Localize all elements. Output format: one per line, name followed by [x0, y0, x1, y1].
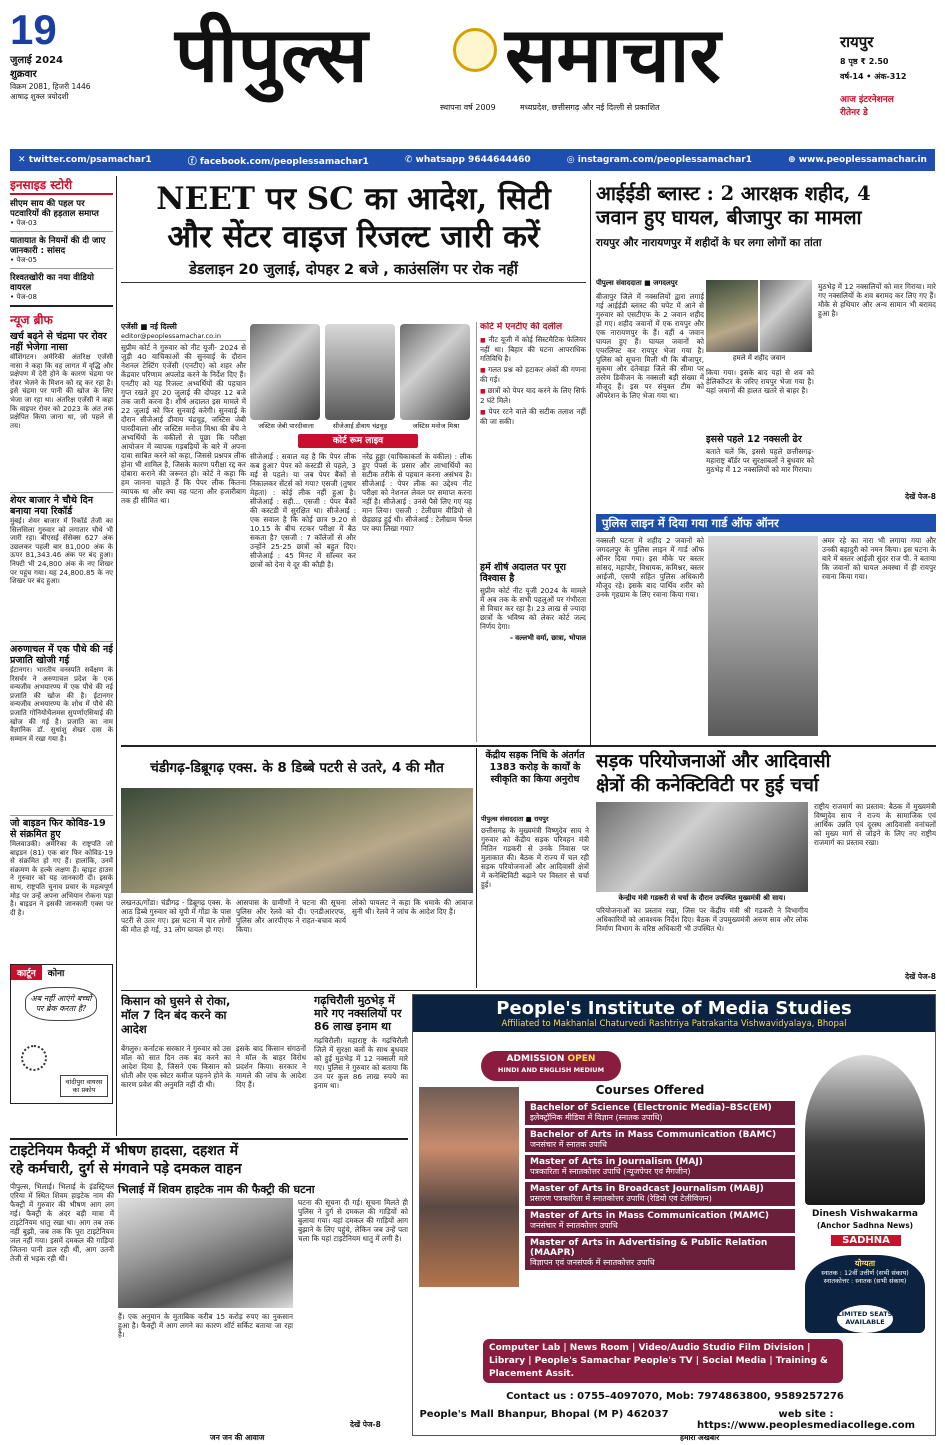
- train-headline: चंडीगढ़-डिब्रूगढ़ एक्स. के 8 डिब्बे पटरी से उतरे, 4 की मौत: [150, 760, 444, 776]
- twitter-link[interactable]: ✕ twitter.com/psamachar1: [18, 155, 152, 165]
- brief-item: अरुणाचल में एक पौधे की नई प्रजाति खोजी गई ईटानगर। भारतीय वनस्पति सर्वेक्षण के रिसर्चर ने अरुणाचल प्रदेश के एक वन्यजीव अभयारण्य में एक पौधे की नई प्रजाति की खोज की है। ईटानगर वन्यजीव अभयारण्य के शोध में पौधे की प्रजाति गोनियोथैलमस सुपर्णाएसियाई की खोज की गई है। प्रजाति का नाम वैज्ञानिक डॉ. सुधांशु शेखर दास के सम्मान में रखा गया है।: [10, 641, 113, 811]
- train-photo: [121, 788, 473, 893]
- quote-head: हमें शीर्ष अदालत पर पूरा विश्वास है: [480, 562, 567, 584]
- titanium-body: पीपुल्स, भिलाई। भिलाई के इंडस्ट्रियल एरिया में स्थित शिवम हाइटेक नाम की फैक्ट्री में गुरुवार की भीषण आग लग गई। फैक्ट्री के अंदर बड़ी मात्रा में टाइटेनियम धातु रखा था। आग तब तक नहीं बुझी, जब तक कि पूरा टाइटेनियम जल नहीं गया। इसमें दमकल की गाड़ियां जितना पानी डाल रही थीं, आग उतनी तेजी से भड़क रही थी।: [10, 1182, 114, 1263]
- footer-right: हमारा अखबार: [680, 1433, 720, 1442]
- course-item: Master of Arts in Mass Communication (MAMC) जनसंचार में स्नातकोत्तर उपाधि: [525, 1209, 795, 1233]
- website-link[interactable]: ⊕ www.peoplessamachar.in: [788, 155, 927, 165]
- edition-city: रायपुर: [840, 33, 874, 51]
- today-value: रीतेनर डे: [840, 108, 868, 118]
- nta-point: ■ पेपर रटने वाले की सटीक तलाश नहीं की जा सकी।: [480, 407, 586, 426]
- roads-body-2: परियोजनाओं का प्रस्ताव रखा, जिस पर केंद्रीय मंत्री श्री गडकरी ने विभागीय अधिकारियों को आवश्यक निर्देश दिए। बैठक में उपमुख्यमंत्री अरुण साव और लोक निर्माण विभाग के वरिष्ठ अधिकारी भी उपस्थित थे।: [596, 906, 808, 933]
- brief-item: शेयर बाजार ने चौथे दिन बनाया नया रिकॉर्ड मुंबई। शेयर बाजार में रिकॉर्ड तेजी का सिलसिला गुरुवार को लगातार चौथे भी जारी रहा। बीएसई सेंसेक्स 627 अंक उछलकर पहली बार 81,000 अंक के ऊपर 81,343.46 अंक पर बंद हुआ। निफ्टी भी 24,800 अंक के नए शिखर पर पहुंच गया। यह 24,800.85 के नए शिखर पर बंद हुआ।: [10, 492, 113, 637]
- lead-subhead: डेडलाइन 20 जुलाई, दोपहर 2 बजे , काउंसलिंग पर रोक नहीं: [121, 259, 586, 283]
- date-day: 19: [10, 6, 57, 53]
- samvat: विक्रम 2081, हिजरी 1446: [10, 82, 91, 91]
- footer-left: जन जन की आवाज: [210, 1433, 265, 1442]
- court-text-1: सीजेआई : सवाल यह है कि पेपर लीक कब हुआ? पेपर को कस्टडी से पहले, 3 मई से पहले। या जब पेपर बैंकों से निकालकर सेंटर्स को गया? एसजी (तुषार मेहता) : कोई लीक नहीं हुआ है। सीजेआई : सही... एसजी : पेपर बैंकों की कस्टडी में सुरक्षित था। सीजेआई : एक सवाल है कि कोई छात्र 9.20 से 10.15 के बीच रटकर परीक्षा में बैठ सकता है? एसजी : 7 कॉलेजों से और उन्होंने 25-25 छात्रों को बहुत दिए। सीजेआई : 45 मिनट में सॉल्वर कर छात्रों को देना ये दूर की कौड़ी है।: [250, 452, 356, 569]
- brief-item: जो बाइडन फिर कोविड-19 से संक्रमित हुए मिलवाउकी। अमेरिका के राष्ट्रपति जो बाइडन (81) एक बार फिर कोविड-19 से संक्रमित हो गए हैं। हालांकि, उनमें संक्रमण के हल्के लक्षण हैं। व्हाइट हाउस ने गुरुवार को यह जानकारी दी। इसके साथ, राष्ट्रपति चुनाव प्रचार के महत्वपूर्ण मोड़ पर उन्हें अपना अभियान रोकना पड़ा है। बाइडन ने इसकी जानकारी एक्स पर दी है।: [10, 815, 113, 958]
- anchor-role: (Anchor Sadhna News): [816, 1221, 914, 1230]
- mid-rule: [121, 745, 936, 747]
- titanium-story: [10, 1142, 408, 1178]
- cartoon-speech: अब नहीं आएंगे बच्चों पर ब्रेक करता है?: [25, 987, 97, 1021]
- title-left: पीपुल्स: [175, 10, 368, 99]
- judge-photo: [400, 324, 470, 420]
- ied-body-2: किया गया। इसके बाद यहां से शव को हेलिकॉप्टर के जरिए रायपुर भेजा गया है। यहां जवानों की हालत खतरे से बाहर है।: [706, 368, 814, 395]
- ied-sub-section: [706, 432, 814, 512]
- ied-sub-text: बताते चलें कि, इससे पहले छत्तीसगढ़-महाराष्ट्र बॉर्डर पर सुरक्षाबलों ने बुधवार को मुठभेड़ में 12 नक्सलियों को मार गिराया।: [706, 447, 814, 474]
- lead-right-col: [476, 322, 586, 562]
- ad-website[interactable]: web site : https://www.peoplesmediacollege.com: [696, 1409, 916, 1431]
- lead-body: सुप्रीम कोर्ट ने गुरुवार को नीट यूजी- 2024 से जुड़ी 40 याचिकाओं की सुनवाई के दौरान नेशनल टेस्टिंग एजेंसी (एनटीए) को शहर और केंद्रवार परिणाम अपलोड करने के निर्देश दिए हैं। एनटीए को यह रिजल्ट अभ्यर्थियों की पहचान गुप्त रखते हुए 20 जुलाई की दोपहर 12 बजे तक जारी करना है। शीर्ष अदालत इस मामले में 22 जुलाई को फिर सुनवाई करेगी। सुनवाई के दौरान सीजेआई डीवाय चंद्रचूड़, जस्टिस जेबी पारदीवाला और जस्टिस मनोज मिश्रा की बेंच ने अभ्यर्थियों के वकीलों से पूछा कि परीक्षा आयोजन में व्यापक गड़बड़ियों के बारे में अपना दावा साबित करने को कहा, जिससे प्रश्नपत्र लीक होना भी शामिल है, जिसके कारण परीक्षा रद्द कर दोबारा कराने की जरूरत हो। कोर्ट ने कहा कि हम जानना चाहते हैं कि पेपर लीक कितना व्यापक था और क्या यह पटना और हजारीबाग तक ही सीमित था।: [121, 343, 246, 505]
- crif-byline: पीपुल्स संवाददाता ■ रायपुर: [481, 815, 549, 823]
- quote-text: सुप्रीम कोर्ट नीट यूजी 2024 के मामले में अब तक के सभी पहलुओं पर गंभीरता से विचार कर रहा है। 23 लाख से ज्यादा छात्रों के भविष्य को लेकर कोर्ट जल्द निर्णय देगा।: [480, 586, 586, 631]
- titanium-body-2: घटना की सूचना दी गई। सूचना मिलते ही पुलिस ने दुर्ग से दमकल की गाड़ियों को बुलाया गया। यहां दमकल की गाड़ियों आग बुझाने के लिए पहुंचे, लेकिन जब उन्हें पता चला कि यहां टाइटेनियम धातु में लगी है।: [298, 1198, 408, 1243]
- ied-body: बीजापुर जिले में नक्सलियों द्वारा लगाई गई आईईडी ब्लास्ट की चपेट में आने से गुरुवार को एसटीएफ के 2 जवान शहीद हो गए। शहीद जवानों में एक रायपुर और एक नारायणपुर के हैं। वहीं 4 जवान घायल हुए हैं। घायल जवानों को एयरलिफ्ट कर रायपुर भेजा गया है। पुलिस को सूचना मिली थी कि बीजापुर, सुकमा और दंतेवाड़ा जिले की सीमा पर तररेम डिवीजन के नक्सली बड़ी संख्या में मौजूद हैं। इस पर संयुक्त टीम को ऑपरेशन के लिए भेजा गया था।: [596, 292, 704, 400]
- train-body-2: आसपास के ग्रामीणों ने घटना की सूचना पुलिस और रेलवे को दी। एनडीआरएफ, पुलिस और आरपीएफ ने राहत-बचाव कार्य किया।: [236, 898, 346, 934]
- martyr-photo: [706, 280, 758, 352]
- inside-heading: इनसाइड स्टोरी: [10, 176, 113, 195]
- course-item: Master of Arts in Broadcast Journalism (MABJ) प्रसारण पत्रकारिता में स्नातकोत्तर उपाधि (रेडियो एवं टेलीविजन): [525, 1182, 795, 1206]
- roads-body-1: छत्तीसगढ़ के मुख्यमंत्री विष्णुदेव साय ने गुरुवार को केंद्रीय सड़क परिवहन मंत्री नितिन गडकरी से उनके निवास पर मुलाकात की। बैठक में राज्य में चल रही सड़क परियोजनाओं और आदिवासी क्षेत्रों में कनेक्टिविटी बढ़ाने पर विस्तार से चर्चा हुई।: [481, 826, 589, 889]
- whatsapp-link[interactable]: ✆ whatsapp 9644644460: [404, 155, 531, 165]
- ied-photos: [706, 280, 812, 365]
- lead-email: editor@peoplessamachar.co.in: [121, 332, 246, 341]
- ied-headline-1: आईईडी ब्लास्ट : 2 आरक्षक शहीद, 4: [596, 182, 871, 205]
- left-divider: [116, 176, 117, 1136]
- ied-see-page[interactable]: देखें पेज-8: [905, 492, 936, 501]
- instagram-link[interactable]: ◎ instagram.com/peoplessamachar1: [566, 155, 752, 165]
- ad-title: People's Institute of Media Studies: [496, 998, 852, 1019]
- police-body-2: अमर रहे का नारा भी लगाया गया और उनकी बहादुरी को नमन किया। इस घटना के बारे में बस्तर आईजी सुंदर राज पी. ने बताया कि जवानों को घायल अवस्था में ही रायपुर रवाना किया गया।: [822, 536, 936, 581]
- title-right: समाचार: [505, 10, 721, 99]
- inside-item[interactable]: सीएम साय की पहल पर पटवारियों की हड़ताल समाप्त • पेज-03: [10, 199, 113, 232]
- inside-item[interactable]: रिश्वतखोरी का नया वीडियो वायरल • पेज-08: [10, 273, 113, 307]
- course-item: Master of Arts in Advertising & Public Relation (MAAPR) विज्ञापन एवं जनसंपर्क में स्नातकोत्तर उपाधि: [525, 1236, 795, 1270]
- established: स्थापना वर्ष 2009: [440, 103, 496, 112]
- ad-header: [413, 995, 935, 1032]
- court-text-2: नरेंद्र हुड्डा (याचिकाकर्ता के वकील) : लीक हुए पेपर्स के प्रसार और लाभार्थियों का सटीक तरीके से पहचान करना असंभव है। सीजेआई : पेपर लीक का उद्देश्य नीट परीक्षा को नेशनल लेवल पर समाप्त करना नहीं है। सीजेआई : उनसे पैसे लिए गए यह मान लिया। एसजी : टेलीग्राम वीडियो से छेड़छाड़ हुई थी। सीजेआई : टेलीग्राम चैनल पर क्या लिखा गया?: [362, 452, 472, 533]
- court-live-banner: कोर्ट रूम लाइव: [298, 434, 418, 448]
- train-body-3: लोको पायलट ने कहा कि धमाके की आवाज सुनी थी। रेलवे ने जांच के आदेश दिए हैं।: [352, 898, 473, 916]
- tithi: आषाढ़ शुक्ल त्रयोदशी: [10, 92, 69, 101]
- brief-item: खर्च बढ़ने से चंद्रमा पर रोवर नहीं भेजेगा नासा वॉशिंगटन। अमेरिकी अंतरिक्ष एजेंसी नासा ने कहा कि वह लागत में वृद्धि और प्रक्षेपण में देरी होने के कारण चंद्रमा पर रोवर भेजने के मिशन को रद्द कर रहा है। इसे चंद्रमा पर पानी की खोज के लिए भेजा जा रहा था। अंतरिक्ष एजेंसी ने कहा कि वाइपर रोवर को 2023 के अंत तक प्रक्षेपित किया जाना था, जो पहले से तय।: [10, 331, 113, 430]
- ied-story: [596, 182, 936, 282]
- cartoon-sign: चांदीपुरा वायरस का प्रकोप: [60, 1075, 108, 1097]
- brief-heading: न्यूज ब्रीफ: [10, 313, 53, 327]
- admission-badge: ADMISSION OPEN HINDI AND ENGLISH MEDIUM: [481, 1051, 621, 1081]
- courses-title: Courses Offered: [595, 1083, 705, 1097]
- ied-byline: पीपुल्स संवाददाता ■ जगदलपुर: [596, 279, 678, 287]
- titanium-headline-1: टाइटेनियम फैक्ट्री में भीषण हादसा, दहशत में: [10, 1143, 239, 1159]
- facilities-bar: Computer Lab | News Room | Video/Audio Studio Film Division | Library | People's Samachar People's TV | Social Media | Training & Placement Assit.: [483, 1339, 843, 1383]
- eligibility-box: योग्यता स्नातक : 12वीं उत्तीर्ण (सभी संकाय) स्नातकोत्तर : स्नातक (सभी संकाय): [805, 1255, 925, 1333]
- courses-list: [525, 1101, 795, 1273]
- martyr-photo: [760, 280, 812, 352]
- farmer-body: बेंगलुरु। कर्नाटक सरकार ने गुरुवार को उस मॉल को सात दिन तक बंद करने का आदेश दिया है, जिसने एक किसान को धोती और एक स्वेटर कमीज पहनने होने के कारण प्रवेश की अनुमति नहीं दी थी।: [121, 1044, 231, 1089]
- edition-block: [840, 32, 935, 118]
- gad-headline: गढ़चिरौली मुठभेड़ में मारे गए नक्सलियों पर 86 लाख इनाम था: [314, 994, 402, 1033]
- ied-sub-head: इससे पहले 12 नक्सली ढेर: [706, 434, 802, 445]
- judge-caption: सीजेआई डीवाय चंद्रचूड़: [332, 422, 388, 430]
- titanium-subhead: भिलाई में शिवम हाइटेक नाम की फैक्ट्री की घटना: [118, 1183, 315, 1196]
- police-body-1: नक्सली घटना में शहीद 2 जवानों को जगदलपुर के पुलिस लाइन में गार्ड ऑफ ऑनर दिया गया। इस मौके पर बस्तर सांसद, महापौर, विधायक, कमिश्नर, बस्तर आईजी, एसपी सहित पुलिस अधिकारी मौजूद रहे। इसके बाद पार्थिव शरीर को उनके गृहग्राम के लिए रवाना किया गया।: [596, 536, 704, 599]
- lead-left-col: [121, 322, 246, 742]
- ied-body-right: मुठभेड़ में 12 नक्सलियों को मार गिराया। मारे गए नक्सलियों के शव बरामद कर लिए गए हैं। मौके से हथियार और अन्य सामान भी बरामद हुआ है।: [818, 282, 936, 318]
- social-bar: [10, 149, 935, 171]
- roads-right-col: [814, 802, 936, 988]
- police-photo: [708, 536, 818, 736]
- titanium-headline-2: रहे कर्मचारी, दुर्ग से मंगवाने पड़े दमकल वाहन: [10, 1161, 242, 1177]
- ad-panel: [412, 994, 936, 1436]
- ad-photo-collage: [419, 1087, 519, 1287]
- judge-photo: [325, 324, 395, 420]
- lead-byline: एजेंसी ■ नई दिल्ली: [121, 322, 177, 331]
- farmer-body-2: इसके बाद किसान संगठनों ने मॉल के बाहर विरोध प्रदर्शन किया। सरकार ने मामले की जांच के आदेश दिए हैं।: [236, 1044, 306, 1089]
- crif-headline: केंद्रीय सड़क निधि के अंतर्गत 1383 करोड़ के कार्यों के स्वीकृति का किया अनुरोध: [485, 750, 585, 785]
- nta-point: ■ छात्रों को पेपर याद करने के लिए सिर्फ 2 घंटे मिले।: [480, 386, 586, 405]
- nta-point: ■ गलत प्रश्न को हटाकर अंकों की गणना की गई।: [480, 365, 586, 384]
- roads-headline: [596, 750, 936, 798]
- judges-photos: [250, 324, 470, 432]
- lead-headline-1: NEET पर SC का आदेश, सिटी: [156, 181, 551, 217]
- roads-see-page[interactable]: देखें पेज-8: [905, 972, 936, 981]
- left-column: [10, 176, 113, 1136]
- farmer-headline: किसान को घुसने से रोका, मॉल 7 दिन बंद करने का आदेश: [121, 994, 231, 1036]
- ied-subhead: रायपुर और नारायणपुर में शहीदों के घर लगा लोगों का तांता: [596, 237, 822, 249]
- ied-headline-2: जवान हुए घायल, बीजापुर का मामला: [596, 206, 862, 229]
- gad-body: गढ़चिरौली। महाराष्ट्र के गढ़चिरौली जिले में सुरक्षा बलों के साथ बुधवार को हुई मुठभेड़ में 12 नक्सली मारे गए। पुलिस ने गुरुवार को बताया कि उन पर कुल 86 लाख रुपये का इनाम था।: [314, 1036, 408, 1090]
- masthead: [10, 8, 935, 148]
- police-headline: पुलिस लाइन में दिया गया गार्ड ऑफ ऑनर: [596, 514, 936, 532]
- titanium-body-3: हैं। एक अनुमान के मुताबिक करीब 15 करोड़ रुपए का नुकसान हुआ है। फैक्ट्री में आग लगने का कारण शॉर्ट सर्किट बताया जा रहा है।: [118, 1312, 293, 1339]
- course-item: Bachelor of Arts in Mass Communication (BAMC) जनसंचार में स्नातक उपाधि: [525, 1128, 795, 1152]
- lead-headline-2: और सेंटर वाइज रिजल्ट जारी करें: [167, 219, 540, 255]
- bottom-rule: [10, 1138, 408, 1140]
- date-month: जुलाई 2024: [10, 55, 64, 66]
- ad-address: People's Mall Bhanpur, Bhopal (M P) 462037: [419, 1409, 669, 1420]
- virus-icon: [21, 1045, 47, 1071]
- course-item: Bachelor of Science (Electronic Media)–BSc(EM) इलेक्ट्रॉनिक मीडिया में विज्ञान (स्नातक उपाधि): [525, 1101, 795, 1125]
- ad-affiliation: Affiliated to Makhanlal Chaturvedi Rashtriya Patrakarita Vishwavidyalaya, Bhopal: [501, 1019, 847, 1029]
- ied-right-col: [818, 282, 936, 510]
- ad-contact: Contact us : 0755–4097070, Mob: 7974863800, 9589257276: [506, 1391, 844, 1402]
- sadhna-logo: SADHNA: [831, 1235, 901, 1246]
- roads-photo: [596, 802, 808, 892]
- titanium-see-page[interactable]: देखें पेज-8: [350, 1420, 381, 1429]
- weekday: शुक्रवार: [10, 69, 37, 80]
- student-quote: [476, 562, 586, 742]
- lead-divider: [590, 180, 591, 745]
- anchor-photo: [805, 1055, 925, 1205]
- pages-price: 8 पृष्ठ ₹ 2.50: [840, 57, 889, 66]
- cartoon-box: [10, 964, 113, 1104]
- nta-point: ■ नीट यूजी में कोई सिस्टमैटिक फेलियर नहीं था। बिहार की घटना आपराधिक गतिविधि है।: [480, 335, 586, 363]
- limited-seats: LIMITED SEATS AVAILABLE: [837, 1305, 893, 1333]
- cartoon-label: कार्टून: [11, 965, 42, 980]
- anchor-name: Dinesh Vishwakarma: [812, 1209, 918, 1219]
- corner-label: कोना: [47, 969, 65, 979]
- mid-rule-2: [121, 990, 936, 991]
- published-from: मध्यप्रदेश, छत्तीसगढ़ और नई दिल्ली से प्रकाशित: [520, 103, 660, 112]
- train-body-1: लखनऊ/गोंडा। चंडीगढ़ - डिब्रूगढ़ एक्स. के आठ डिब्बे गुरुवार को यूपी में गोंडा के पास पटरी से उतर गए। इस घटना में चार लोगों की मौत हो गई, 31 लोग घायल हो गए।: [121, 898, 231, 934]
- today-label: आज इंटरनेशनल: [840, 95, 894, 105]
- date-block: [10, 8, 128, 102]
- roads-headline-2: क्षेत्रों की कनेक्टिविटी पर हुई चर्चा: [596, 775, 819, 796]
- course-item: Master of Arts in Journalism (MAJ) पत्रकारिता में स्नातकोत्तर उपाधि (न्यूजपेपर एवं मैगजीन): [525, 1155, 795, 1179]
- newspaper-title: [175, 8, 805, 108]
- fire-photo: [118, 1198, 293, 1308]
- facebook-link[interactable]: ⓕ facebook.com/peoplessamachar1: [187, 156, 369, 167]
- logo-emblem-icon: [453, 28, 497, 72]
- train-divider: [476, 748, 477, 988]
- ied-photo-caption: हमले में शहीद जवान: [732, 354, 786, 362]
- gad-story: [314, 994, 408, 1136]
- judge-caption: जस्टिस मनोज मिश्रा: [412, 422, 460, 430]
- judge-photo: [250, 324, 320, 420]
- roads-headline-1: सड़क परियोजनाओं और आदिवासी: [596, 751, 831, 772]
- nta-head: कोर्ट में एनटीए की दलील: [480, 322, 563, 332]
- judge-caption: जस्टिस जेबी पारदीवाला: [258, 422, 314, 430]
- quote-credit: - वल्लभी वर्मा, छात्रा, भोपाल: [509, 634, 586, 642]
- roads-body-3: राष्ट्रीय राजमार्ग का प्रस्ताव: बैठक में मुख्यमंत्री विष्णुदेव साय ने राज्य के सामाजिक एवं आर्थिक उन्नति एवं दूरस्थ आदिवासी वनांचलों को मुख्य मार्ग से जोड़ने के लिए नए राष्ट्रीय राजमार्ग का प्रस्ताव रखा।: [814, 802, 936, 847]
- roads-caption: केन्द्रीय मंत्री गडकरी से चर्चा के दौरान उपस्थित मुख्यमंत्री श्री साय।: [618, 894, 786, 902]
- inside-item[interactable]: यातायात के नियमों की दी जाए जानकारी : सांसद • पेज-05: [10, 236, 113, 269]
- volume-issue: वर्ष-14 • अंक-312: [840, 72, 907, 81]
